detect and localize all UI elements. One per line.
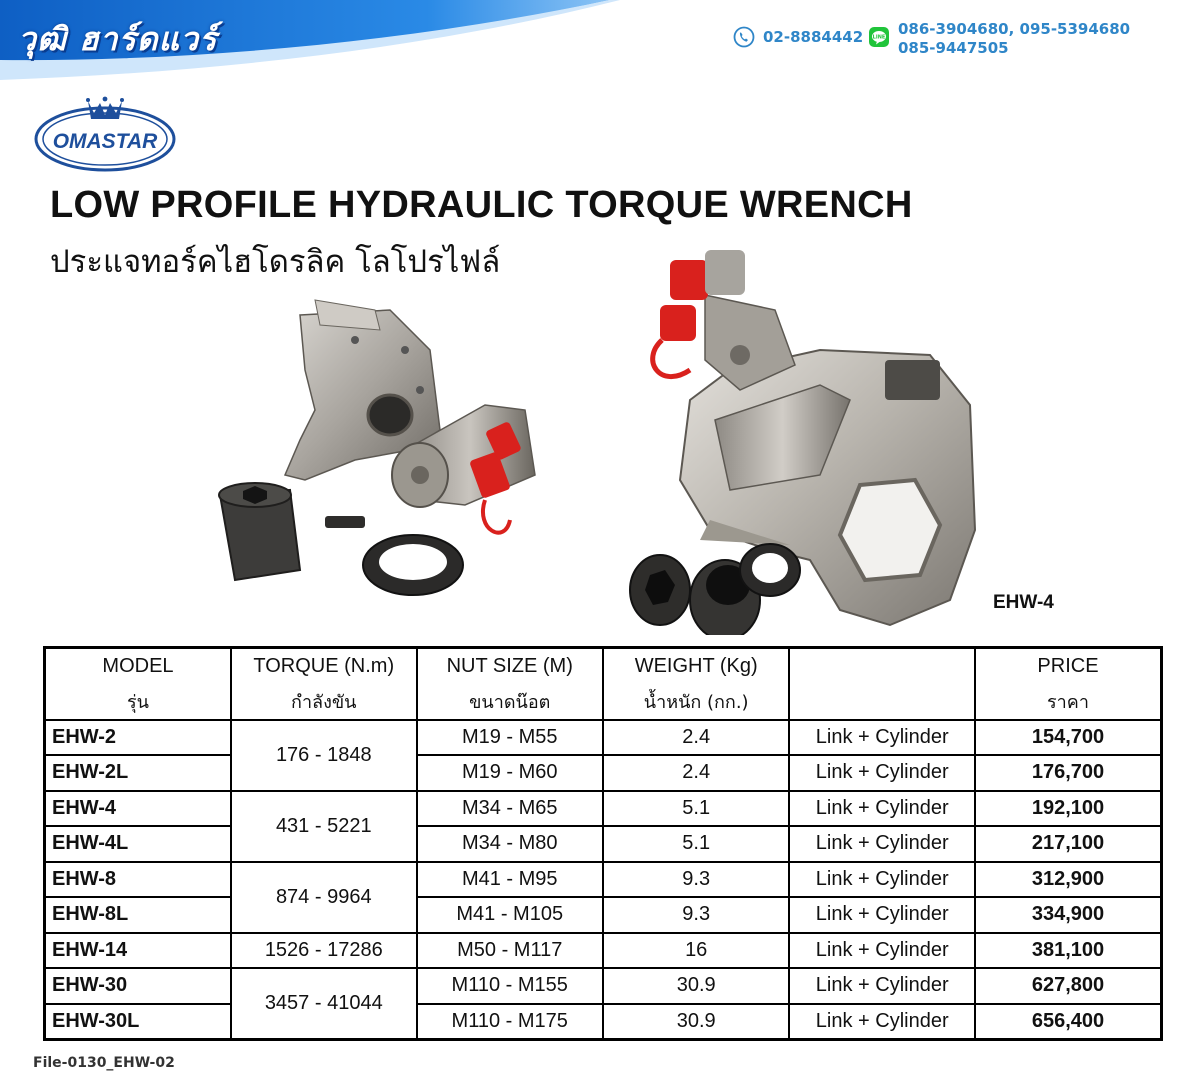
image-caption: EHW-4 (993, 592, 1054, 613)
model-cell: EHW-14 (45, 933, 231, 969)
torque-cell: 176 - 1848 (231, 720, 417, 791)
table-row (45, 862, 1162, 898)
phone-contact[interactable] (733, 20, 863, 60)
header-price: PRICE (975, 648, 1162, 684)
nut-size-cell: M34 - M80 (417, 826, 603, 862)
price-cell: 154,700 (975, 720, 1162, 756)
line-app-icon (868, 26, 890, 48)
page-title-thai: ประแจทอร์คไฮโดรลิค โลโปรไฟล์ (50, 244, 501, 280)
price-cell: 217,100 (975, 826, 1162, 862)
model-cell: EHW-8 (45, 862, 231, 898)
price-cell: 176,700 (975, 755, 1162, 791)
model-cell: EHW-8L (45, 897, 231, 933)
header-price-thai: ราคา (975, 684, 1162, 720)
header-nut-size-thai: ขนาดน๊อต (417, 684, 603, 720)
nut-size-cell: M19 - M60 (417, 755, 603, 791)
omastar-logo (33, 93, 178, 173)
price-cell: 381,100 (975, 933, 1162, 969)
price-cell: 334,900 (975, 897, 1162, 933)
nut-size-cell: M110 - M175 (417, 1004, 603, 1040)
weight-cell: 30.9 (603, 1004, 790, 1040)
logo-text: OMASTAR (52, 130, 158, 153)
header-nut-size: NUT SIZE (M) (417, 648, 603, 684)
weight-cell: 16 (603, 933, 790, 969)
weight-cell: 30.9 (603, 968, 790, 1004)
nut-size-cell: M41 - M95 (417, 862, 603, 898)
weight-cell: 9.3 (603, 862, 790, 898)
model-cell: EHW-2 (45, 720, 231, 756)
file-label: File-0130_EHW-02 (33, 1055, 175, 1071)
price-cell: 627,800 (975, 968, 1162, 1004)
header-weight-thai: น้ำหนัก (กก.) (603, 684, 790, 720)
nut-size-cell: M19 - M55 (417, 720, 603, 756)
table-row (45, 897, 1162, 933)
table-row (45, 933, 1162, 969)
header-weight: WEIGHT (Kg) (603, 648, 790, 684)
price-cell: 192,100 (975, 791, 1162, 827)
header-torque: TORQUE (N.m) (231, 648, 417, 684)
header-type-thai (789, 684, 975, 720)
weight-cell: 5.1 (603, 791, 790, 827)
model-cell: EHW-30L (45, 1004, 231, 1040)
weight-cell: 2.4 (603, 720, 790, 756)
price-cell: 656,400 (975, 1004, 1162, 1040)
price-cell: 312,900 (975, 862, 1162, 898)
table-row (45, 826, 1162, 862)
type-cell: Link + Cylinder (789, 791, 975, 827)
phone-icon (733, 26, 755, 48)
svg-text:LINE: LINE (872, 34, 886, 41)
weight-cell: 5.1 (603, 826, 790, 862)
torque-cell: 3457 - 41044 (231, 968, 417, 1039)
type-cell: Link + Cylinder (789, 720, 975, 756)
header-model: MODEL (45, 648, 231, 684)
price-table (43, 646, 1163, 1041)
phone-number: 02-8884442 (763, 28, 864, 46)
type-cell: Link + Cylinder (789, 862, 975, 898)
type-cell: Link + Cylinder (789, 897, 975, 933)
header-torque-thai: กำลังขัน (231, 684, 417, 720)
model-cell: EHW-30 (45, 968, 231, 1004)
torque-cell: 874 - 9964 (231, 862, 417, 933)
wrench-kit-image (205, 290, 565, 620)
table-row (45, 1004, 1162, 1040)
type-cell: Link + Cylinder (789, 968, 975, 1004)
weight-cell: 9.3 (603, 897, 790, 933)
table-row (45, 968, 1162, 1004)
nut-size-cell: M50 - M117 (417, 933, 603, 969)
line-contact[interactable] (868, 20, 1130, 60)
type-cell: Link + Cylinder (789, 1004, 975, 1040)
type-cell: Link + Cylinder (789, 826, 975, 862)
mobile-number-2: 085-9447505 (898, 39, 1009, 57)
table-row (45, 755, 1162, 791)
model-cell: EHW-2L (45, 755, 231, 791)
model-cell: EHW-4L (45, 826, 231, 862)
header-type (789, 648, 975, 684)
table-row (45, 720, 1162, 756)
weight-cell: 2.4 (603, 755, 790, 791)
nut-size-cell: M41 - M105 (417, 897, 603, 933)
torque-cell: 431 - 5221 (231, 791, 417, 862)
nut-size-cell: M34 - M65 (417, 791, 603, 827)
mobile-numbers: 086-3904680, 095-5394680 (898, 20, 1131, 38)
type-cell: Link + Cylinder (789, 933, 975, 969)
table-row (45, 791, 1162, 827)
nut-size-cell: M110 - M155 (417, 968, 603, 1004)
ehw-4-wrench-image (620, 230, 990, 635)
page-title: LOW PROFILE HYDRAULIC TORQUE WRENCH (50, 184, 913, 226)
brand-name: วุฒิ ฮาร์ดแวร์ (18, 20, 218, 58)
model-cell: EHW-4 (45, 791, 231, 827)
type-cell: Link + Cylinder (789, 755, 975, 791)
header-model-thai: รุ่น (45, 684, 231, 720)
torque-cell: 1526 - 17286 (231, 933, 417, 969)
